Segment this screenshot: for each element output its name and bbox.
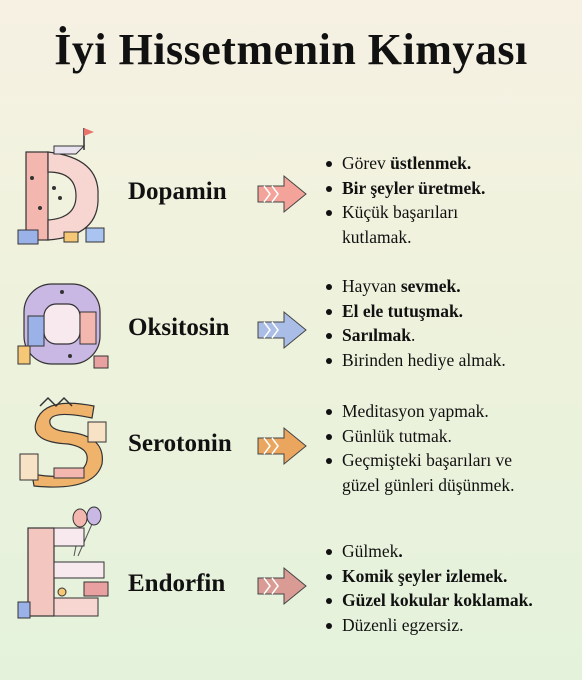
arrow-right-icon	[256, 424, 308, 468]
letter-o-illustration	[14, 276, 114, 376]
section-endorfin	[0, 506, 582, 635]
list-item: Hayvan sevmek.	[322, 274, 506, 299]
list-item: Küçük başarıları	[322, 200, 485, 225]
section-name: Dopamin	[128, 178, 227, 205]
list-item: Günlük tutmak.	[322, 424, 515, 449]
list-item: El ele tutuşmak.	[322, 299, 506, 324]
list-item: Düzenli egzersiz.	[322, 613, 533, 638]
section-oksitosin	[0, 270, 582, 386]
list-item: Görev üstlenmek.	[322, 151, 485, 176]
list-item: Gülmek.	[322, 539, 533, 564]
arrow-right-icon	[256, 308, 308, 352]
list-item: Güzel kokular koklamak.	[322, 588, 533, 613]
list-item: Birinden hediye almak.	[322, 348, 506, 373]
arrow-right-icon	[256, 564, 308, 608]
list-item: Komik şeyler izlemek.	[322, 564, 533, 589]
section-dopamin	[0, 128, 582, 258]
section-serotonin	[0, 392, 582, 502]
list-item: Sarılmak.	[322, 323, 506, 348]
section-name: Oksitosin	[128, 314, 230, 341]
page-title: İyi Hissetmenin Kimyası	[54, 25, 528, 74]
activity-list	[322, 151, 485, 249]
list-item-continuation: kutlamak.	[342, 226, 412, 247]
activity-list	[322, 399, 515, 497]
section-name: Serotonin	[128, 430, 232, 457]
letter-d-illustration	[14, 128, 114, 250]
list-item: Bir şeyler üretmek.	[322, 176, 485, 201]
list-item: Geçmişteki başarıları ve	[322, 448, 515, 473]
section-name: Endorfin	[128, 570, 226, 597]
arrow-right-icon	[256, 172, 308, 216]
list-item-continuation: güzel günleri düşünmek.	[342, 474, 515, 495]
activity-list	[322, 274, 506, 372]
list-item: Meditasyon yapmak.	[322, 399, 515, 424]
activity-list	[322, 539, 533, 637]
letter-e-illustration	[14, 506, 114, 622]
letter-s-illustration	[14, 392, 114, 492]
